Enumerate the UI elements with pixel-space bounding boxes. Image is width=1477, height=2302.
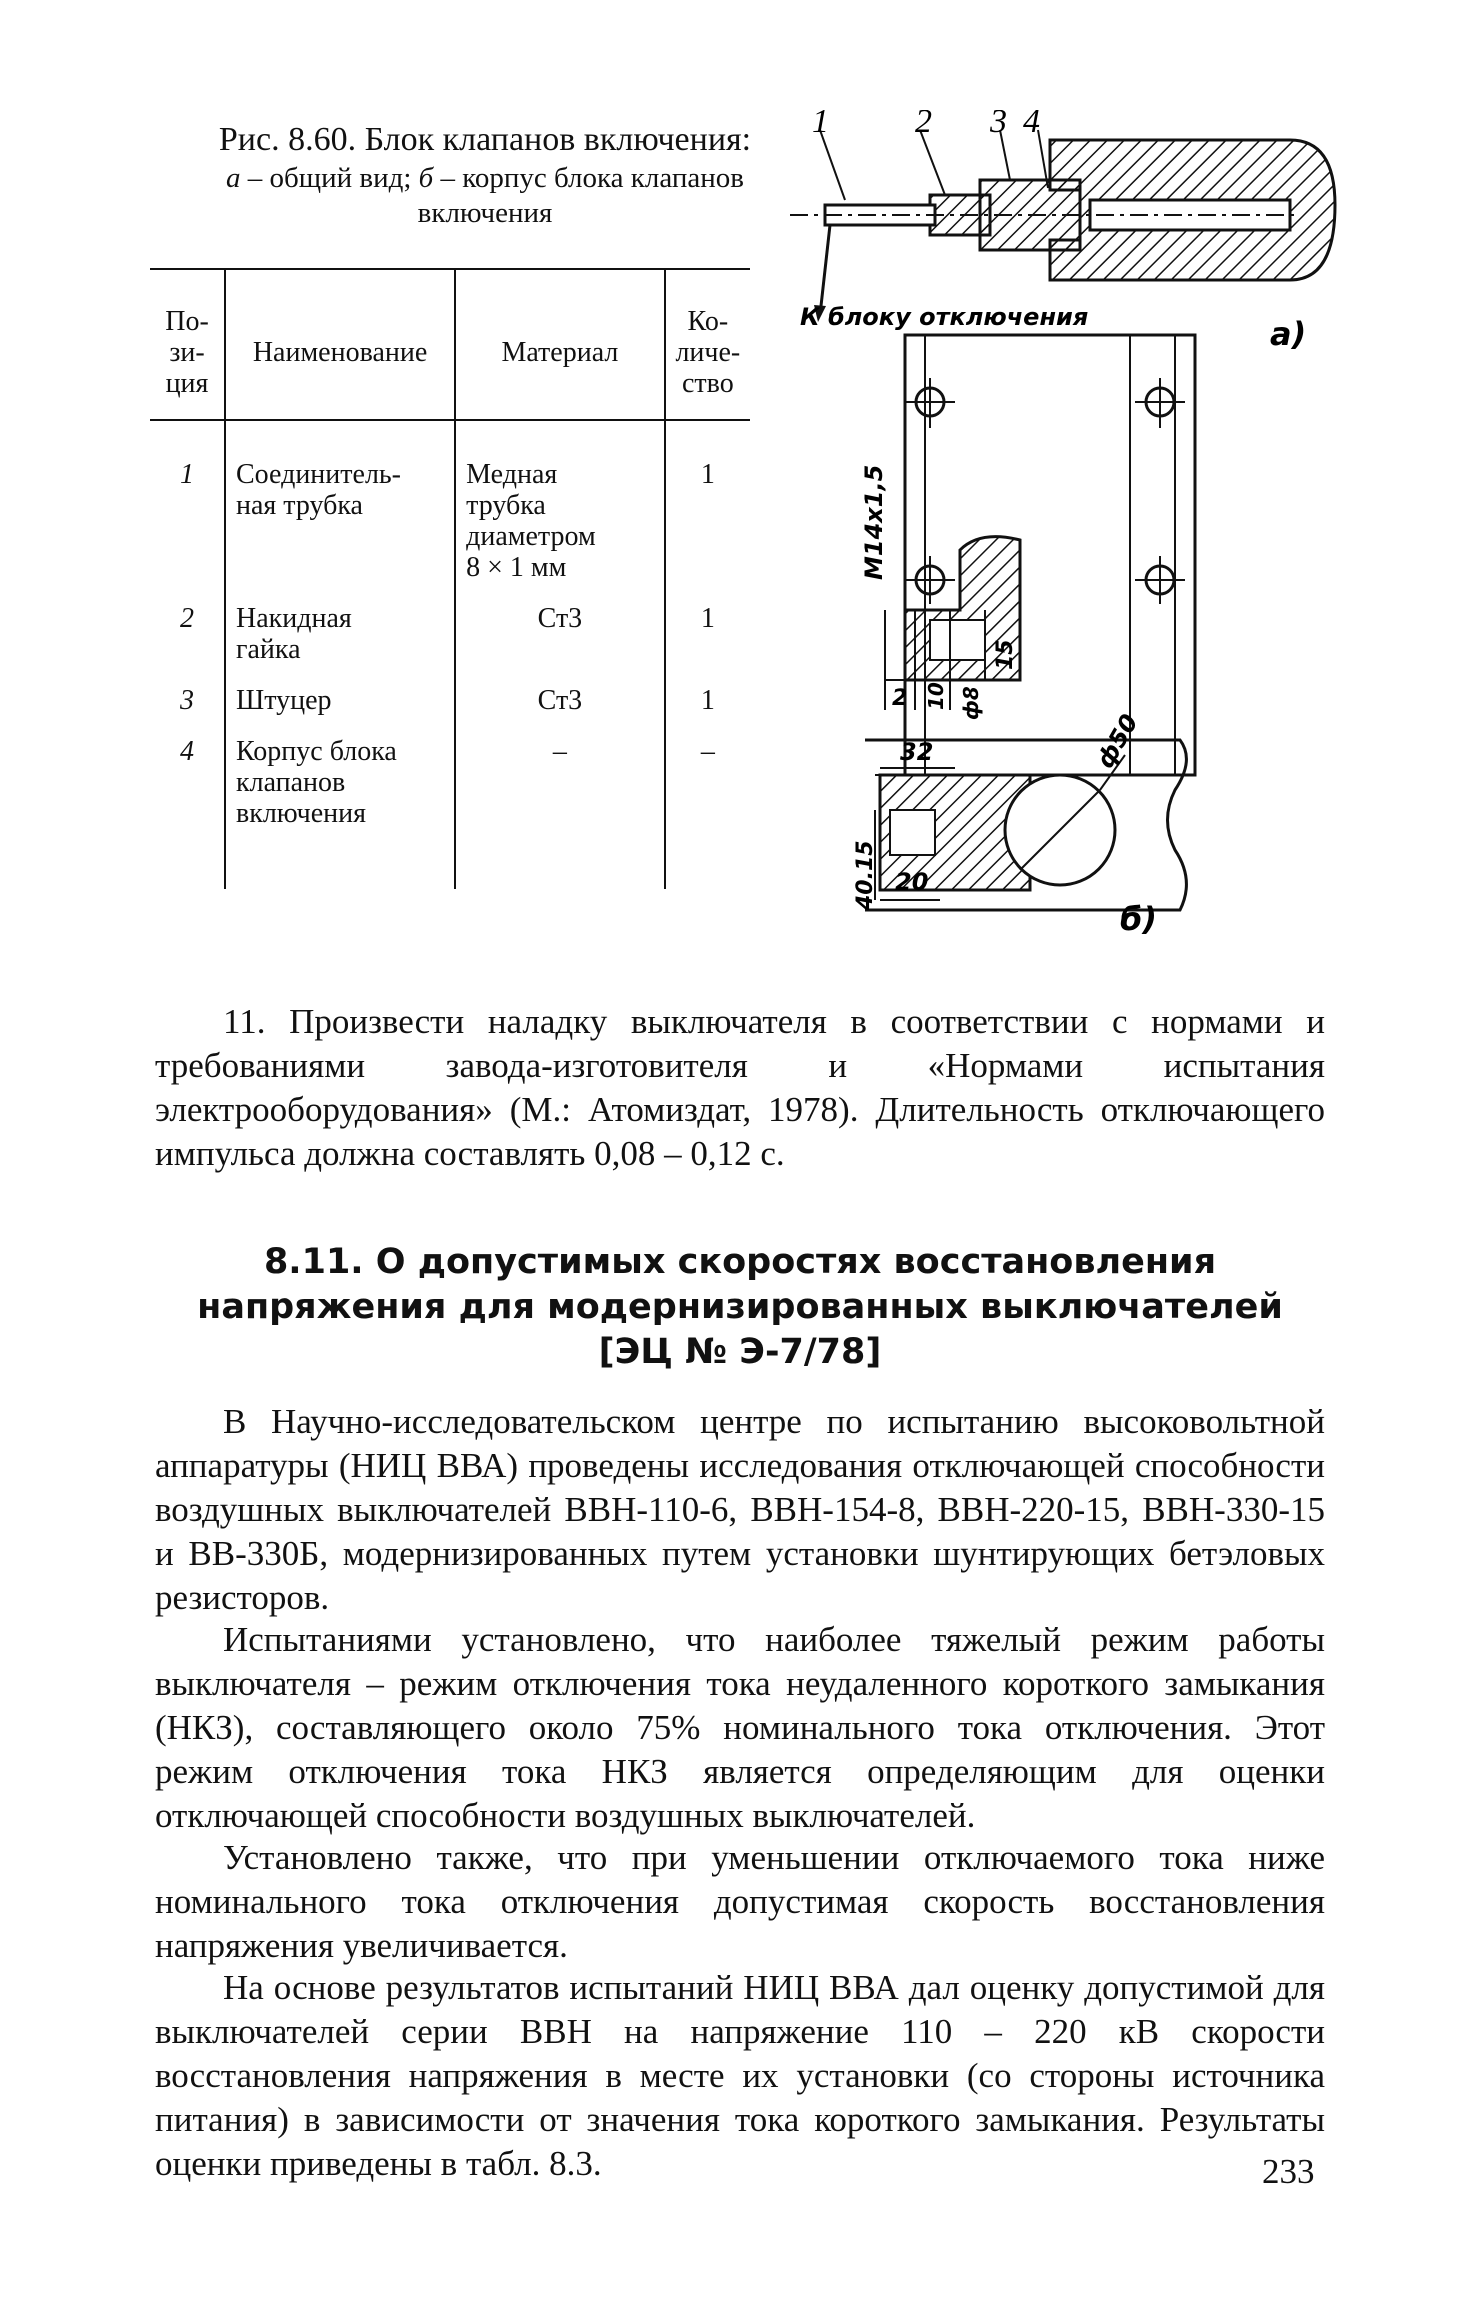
figure-caption xyxy=(155,120,815,230)
header-position: По- зи- ция xyxy=(150,269,225,420)
cell-quantity: – xyxy=(665,726,750,889)
header-name: Наименование xyxy=(225,269,455,420)
part-label-4: 4 xyxy=(1023,110,1040,140)
dimension-10: 10 xyxy=(924,682,948,710)
dimension-d50: ф50 xyxy=(1090,709,1144,773)
table-row xyxy=(150,675,750,726)
body-paragraph-1: В Научно-исследовательском центре по испытанию высоковольтной аппаратуры (НИЦ ВВА) проведены исследования отключающей способности воздушных выключателей ВВН-110-6, ВВН-154-8, ВВН-220-15, ВВН-330-15 и ВВ-330Б, модернизированных путем установки шунтирующих бетэловых резисторов. xyxy=(155,1402,1325,1617)
part-label-2: 2 xyxy=(915,110,932,140)
dimension-d8: ф8 xyxy=(959,686,983,720)
part-label-1: 1 xyxy=(812,110,829,140)
heading-line-1: 8.11. О допустимых скоростях восстановления xyxy=(263,1242,1217,1282)
dimension-2: 2 xyxy=(892,686,908,711)
cell-position: 2 xyxy=(180,603,194,634)
cell-quantity: 1 xyxy=(665,675,750,726)
cell-quantity: 1 xyxy=(665,593,750,675)
part-label-3: 3 xyxy=(990,110,1007,140)
heading-line-2: напряжения для модернизированных выключателей xyxy=(197,1287,1283,1327)
dimension-15: 15 xyxy=(993,639,1018,670)
caption-a-letter: а xyxy=(226,162,241,194)
dimension-20: 20 xyxy=(895,868,929,896)
item-11-paragraph: 11. Произвести наладку выключателя в соответствии с нормами и требованиями завода-изготовителя и «Нормами испытания электрооборудования» (М.: Атомиздат, 1978). Длительность отключающего импульса должна составлять 0,08 – 0,12 с. xyxy=(155,1002,1325,1173)
parts-table xyxy=(150,268,750,889)
view-a-label: а) xyxy=(1270,315,1307,353)
valve-block-drawing xyxy=(780,110,1340,950)
caption-line3: включения xyxy=(417,197,553,229)
cell-name: Соединитель- ная трубка xyxy=(225,420,455,593)
section-heading xyxy=(155,1240,1325,1375)
body-paragraph-2: Испытаниями установлено, что наиболее тяжелый режим работы выключателя – режим отключения тока неудаленного короткого замыкания (НКЗ), составляющего около 75% номинального тока отключения. Этот режим отключения тока НКЗ является определяющим для оценки отключающей способности воздушных выключателей. xyxy=(155,1620,1325,1835)
cell-name: Штуцер xyxy=(225,675,455,726)
caption-subtitle xyxy=(155,160,815,196)
body-paragraph-4: На основе результатов испытаний НИЦ ВВА дал оценку допустимой для выключателей серии ВВН на напряжение 110 – 220 кВ скорости восстановления напряжения в месте их установки (со стороны источника питания) в зависимости от значения тока короткого замыкания. Результаты оценки приведены в табл. 8.3. xyxy=(155,1968,1325,2183)
thread-dimension: М14х1,5 xyxy=(860,464,888,580)
dimension-32: 32 xyxy=(900,738,934,766)
body-paragraph-3: Установлено также, что при уменьшении отключаемого тока ниже номинального тока отключения допустимая скорость восстановления напряжения увеличивается. xyxy=(155,1838,1325,1965)
page-number: 233 xyxy=(1262,2152,1315,2191)
caption-a-text: – общий вид; xyxy=(240,162,419,194)
header-material: Материал xyxy=(455,269,665,420)
cell-material: Медная трубка диаметром 8 × 1 мм xyxy=(455,420,665,593)
cell-material: – xyxy=(455,726,665,889)
cell-name: Корпус блока клапанов включения xyxy=(225,726,455,889)
cell-material: Ст3 xyxy=(455,593,665,675)
caption-b-letter: б xyxy=(418,162,434,194)
caption-title: Рис. 8.60. Блок клапанов включения: xyxy=(218,121,752,158)
caption-b-text: – корпус блока клапанов xyxy=(433,162,744,194)
cell-material: Ст3 xyxy=(455,675,665,726)
cell-name: Накидная гайка xyxy=(225,593,455,675)
view-a-section xyxy=(790,130,1335,322)
table-row xyxy=(150,726,750,889)
cell-position: 4 xyxy=(180,736,194,767)
dimension-40: 40.15 xyxy=(853,840,878,910)
table-header-row xyxy=(150,269,750,420)
cell-position: 3 xyxy=(180,685,194,716)
view-b-label: б) xyxy=(1120,900,1157,938)
header-quantity: Ко- личе- ство xyxy=(665,269,750,420)
to-block-label: К блоку отключения xyxy=(800,303,1089,331)
cell-quantity: 1 xyxy=(665,420,750,593)
table-row xyxy=(150,593,750,675)
cell-position: 1 xyxy=(180,459,194,490)
table-row xyxy=(150,420,750,593)
heading-line-3: [ЭЦ № Э-7/78] xyxy=(598,1332,882,1372)
